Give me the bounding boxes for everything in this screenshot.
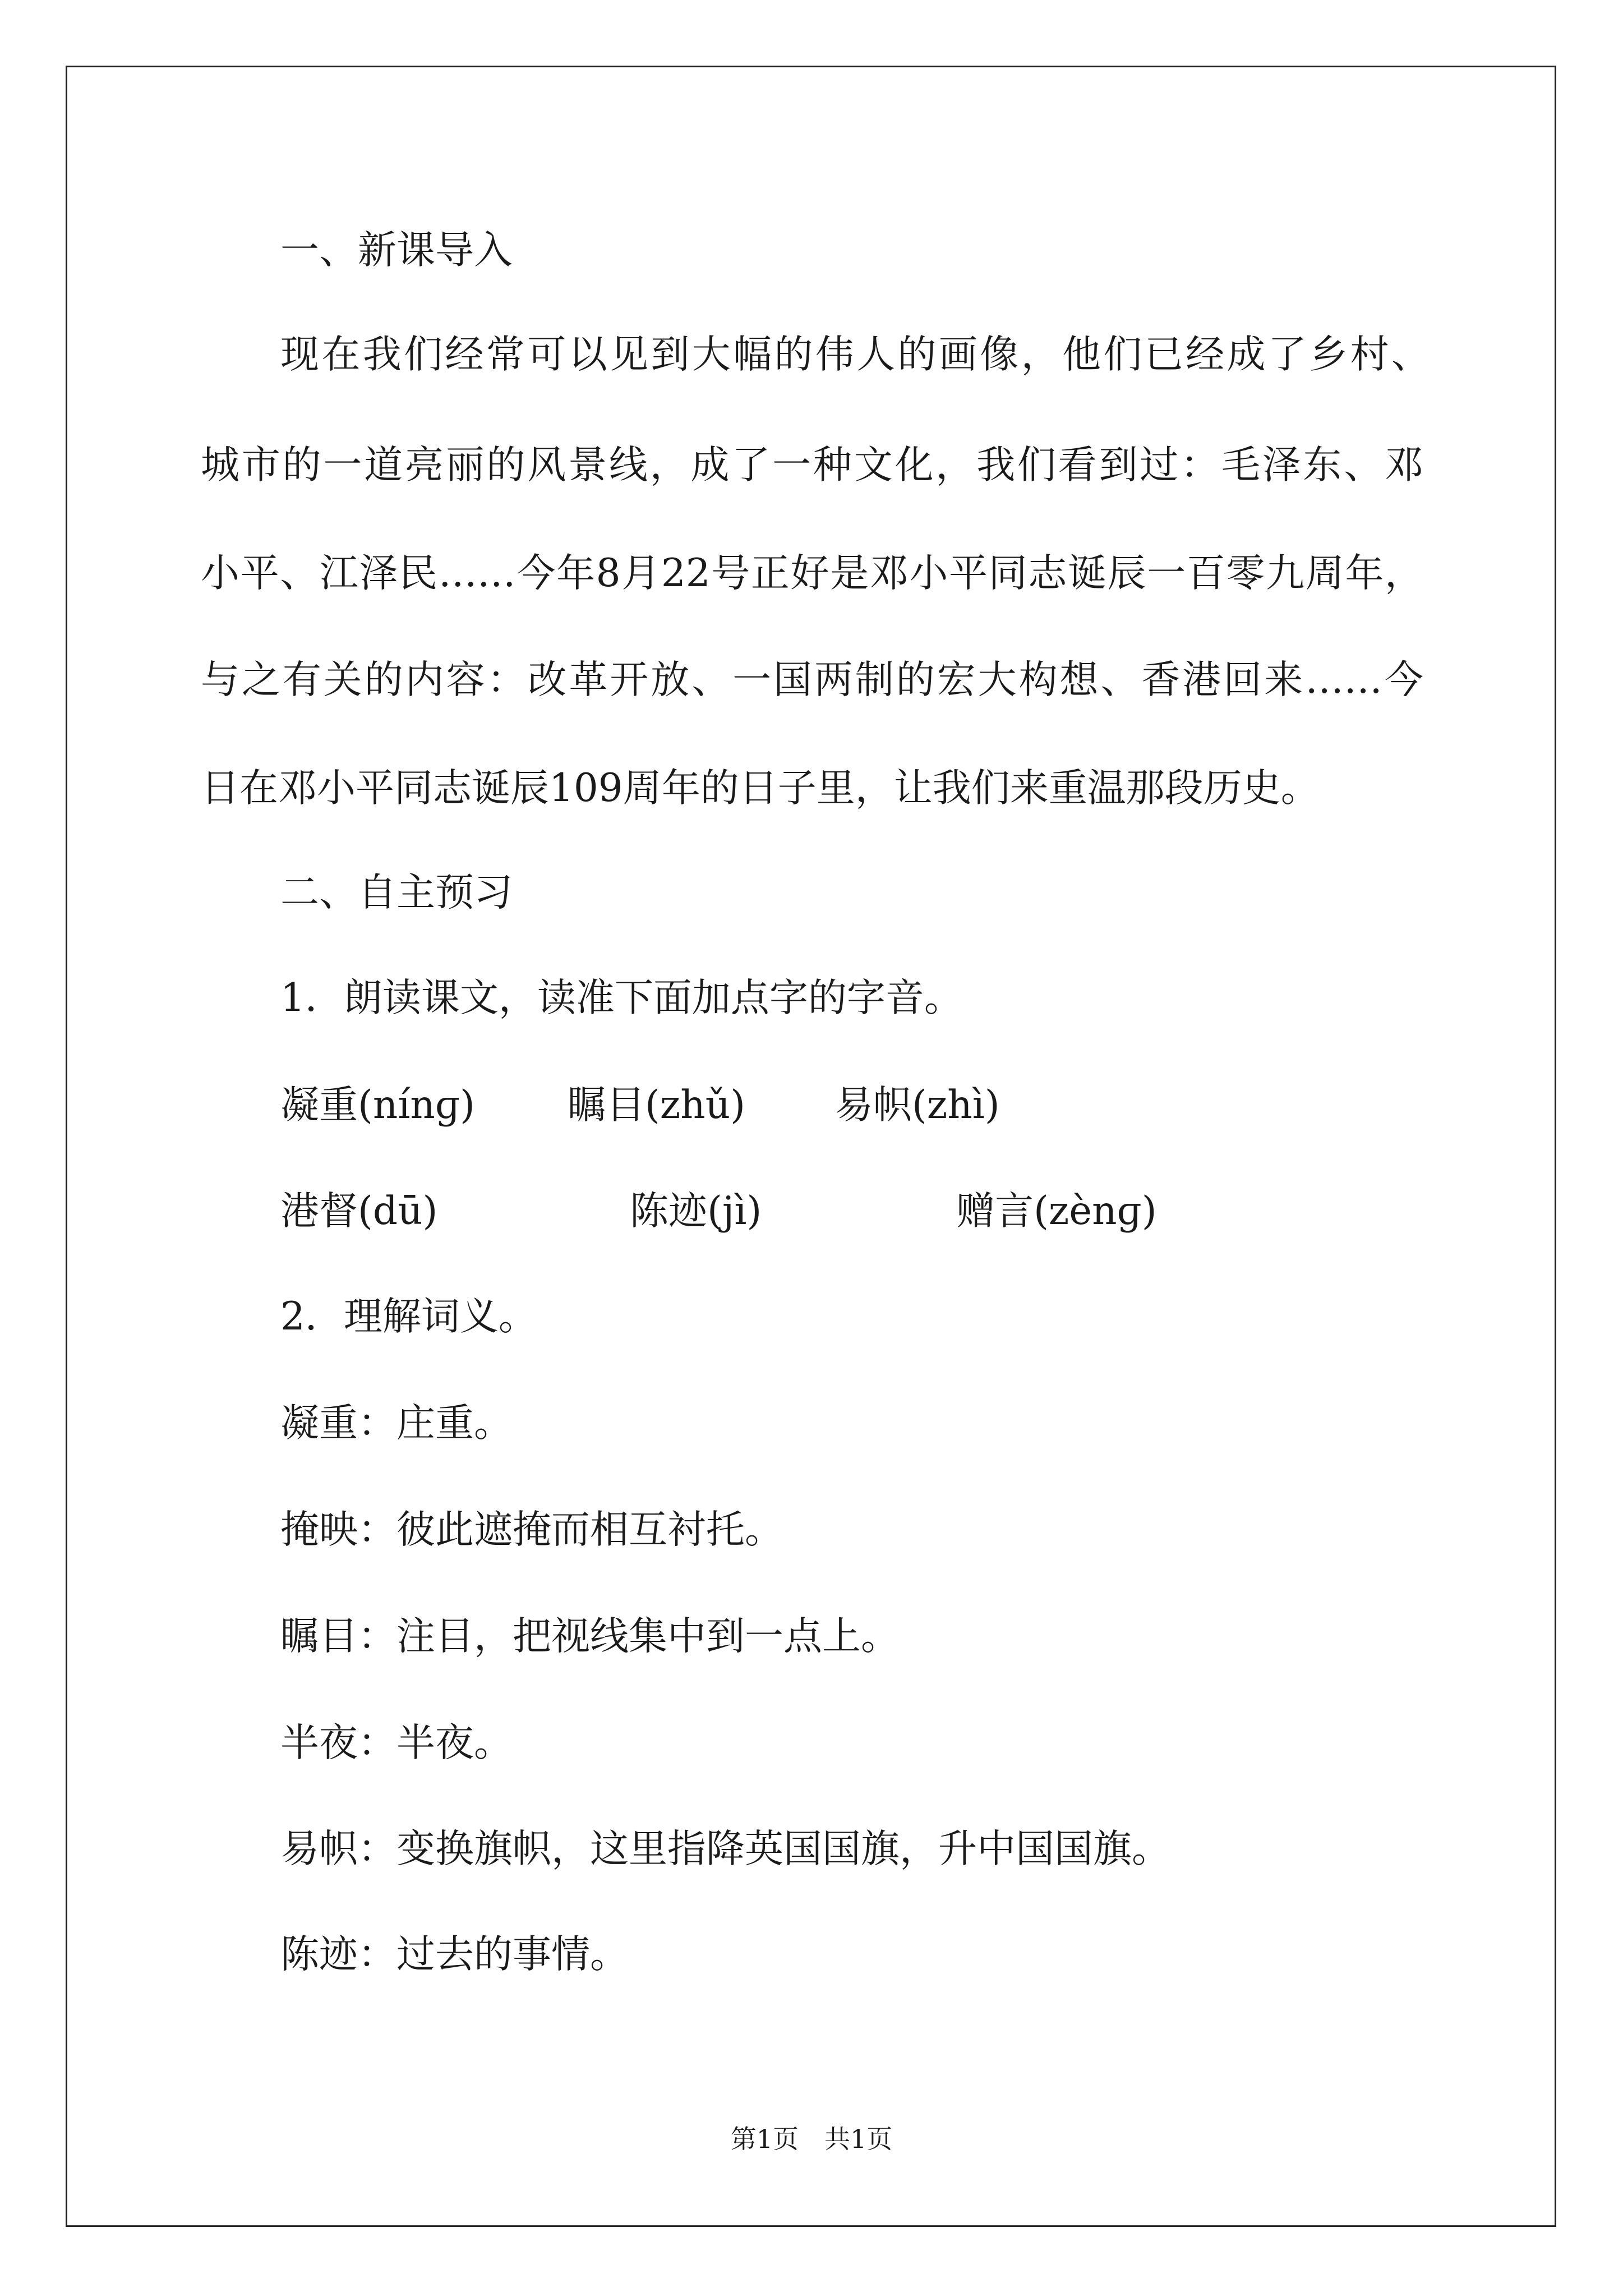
pinyin-term: 陈迹(jì) — [630, 1189, 762, 1234]
paragraph-line-2: 城市的一道亮丽的风景线，成了一种文化，我们看到过：毛泽东、邓 — [201, 443, 1423, 487]
pinyin-term: 港督(dū) — [280, 1189, 438, 1234]
paragraph-line-1: 现在我们经常可以见到大幅的伟人的画像，他们已经成了乡村、 — [280, 332, 1430, 377]
paragraph-line-4: 与之有关的内容：改革开放、一国两制的宏大构想、香港回来……今 — [201, 657, 1423, 702]
exercise-item-2: 2．理解词义。 — [280, 1294, 537, 1339]
section-heading-2: 二、自主预习 — [280, 870, 513, 915]
pinyin-term: 易帜(zhì) — [834, 1083, 1000, 1128]
definition-item: 瞩目：注目，把视线集中到一点上。 — [280, 1614, 900, 1659]
exercise-item-1: 1．朗读课文，读准下面加点字的字音。 — [280, 976, 963, 1020]
paragraph-line-5: 日在邓小平同志诞辰109周年的日子里，让我们来重温那段历史。 — [201, 766, 1320, 811]
definition-item: 凝重：庄重。 — [280, 1401, 513, 1446]
definition-item: 掩映：彼此遮掩而相互衬托。 — [280, 1507, 783, 1552]
pinyin-term: 瞩目(zhǔ) — [568, 1083, 746, 1128]
page-border — [66, 66, 1556, 2227]
pinyin-term: 赠言(zènɡ) — [956, 1189, 1157, 1234]
page-footer: 第1页 共1页 — [730, 2124, 893, 2154]
definition-item: 陈迹：过去的事情。 — [280, 1932, 629, 1977]
section-heading-1: 一、新课导入 — [280, 228, 513, 273]
definition-item: 半夜：半夜。 — [280, 1720, 513, 1765]
paragraph-line-3: 小平、江泽民……今年8月22号正好是邓小平同志诞辰一百零九周年， — [201, 551, 1423, 596]
pinyin-term: 凝重(nínɡ) — [280, 1083, 475, 1128]
definition-item: 易帜：变换旗帜，这里指降英国国旗，升中国国旗。 — [280, 1826, 1170, 1871]
